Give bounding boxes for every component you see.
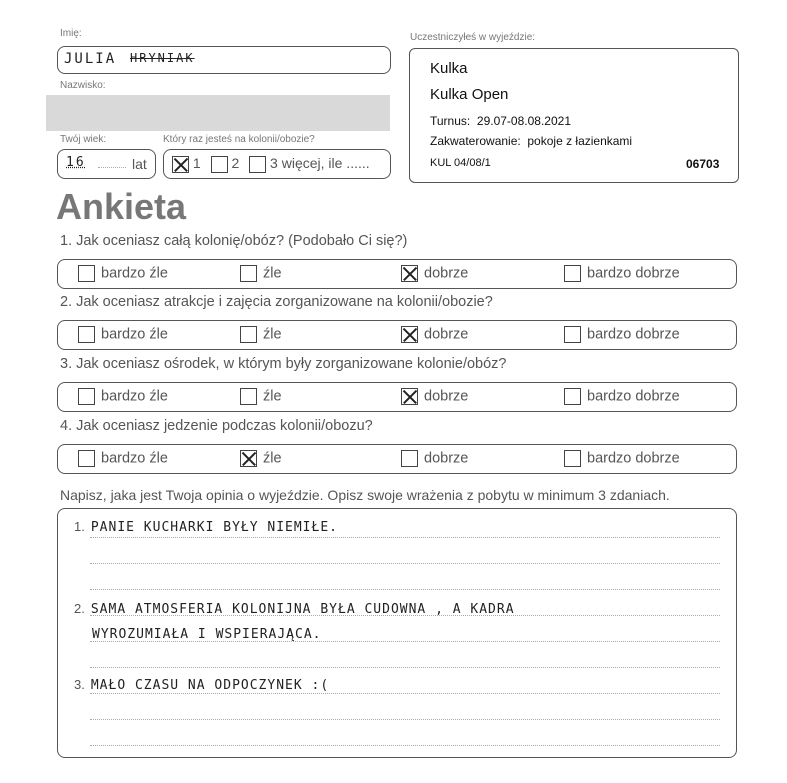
question-2-option-2[interactable] <box>240 326 282 343</box>
rating-checkbox[interactable] <box>240 265 257 282</box>
question-3-text: 3. Jak oceniasz ośrodek, w którym były zorganizowane kolonie/obóz? <box>60 356 507 372</box>
answer-3: 3. MAŁO CZASU NA ODPOCZYNEK :( <box>74 677 330 693</box>
rating-checkbox[interactable] <box>401 265 418 282</box>
question-3-option-3[interactable] <box>401 388 468 405</box>
rating-checkbox[interactable] <box>564 388 581 405</box>
rating-checkbox[interactable] <box>240 388 257 405</box>
question-4-option-1[interactable] <box>78 450 168 467</box>
wiek-label: Twój wiek: <box>60 134 107 145</box>
rating-label: źle <box>263 326 282 343</box>
imie-value: JULIA <box>64 51 117 67</box>
trip-box <box>409 48 739 183</box>
rating-label: bardzo źle <box>101 265 168 282</box>
opinion-prompt: Napisz, jaka jest Twoja opinia o wyjeździe. Opisz swoje wrażenia z pobytu w minimum 3 zdaniach. <box>60 487 670 503</box>
question-4-text: 4. Jak oceniasz jedzenie podczas kolonii/obozu? <box>60 418 373 434</box>
rating-label: dobrze <box>424 388 469 405</box>
ktory-raz-1-label: 1 <box>192 155 201 171</box>
line-dots <box>90 693 720 694</box>
question-1-option-4[interactable] <box>564 265 680 282</box>
imie-label: Imię: <box>60 28 82 39</box>
rating-label: bardzo dobrze <box>587 326 680 343</box>
opinion-box[interactable] <box>57 508 737 758</box>
question-2-option-4[interactable] <box>564 326 680 343</box>
rating-label: bardzo źle <box>101 326 168 343</box>
rating-label: źle <box>263 265 282 282</box>
rating-checkbox[interactable] <box>78 265 95 282</box>
question-1-options <box>57 259 737 289</box>
question-2-text: 2. Jak oceniasz atrakcje i zajęcia zorganizowane na kolonii/obozie? <box>60 294 493 310</box>
rating-checkbox[interactable] <box>240 450 257 467</box>
trip-code: KUL 04/08/1 <box>430 157 491 169</box>
ktory-raz-3-checkbox[interactable] <box>249 156 266 173</box>
rating-checkbox[interactable] <box>78 450 95 467</box>
answer-1: 1. PANIE KUCHARKI BYŁY NIEMIŁE. <box>74 519 338 535</box>
wiek-unit: lat <box>132 156 147 172</box>
rating-label: bardzo dobrze <box>587 450 680 467</box>
ktory-raz-label: Który raz jesteś na kolonii/obozie? <box>163 134 315 145</box>
rating-label: bardzo źle <box>101 450 168 467</box>
question-4-option-2[interactable] <box>240 450 282 467</box>
question-2-option-1[interactable] <box>78 326 168 343</box>
question-4-options <box>57 444 737 474</box>
ktory-raz-2-checkbox[interactable] <box>211 156 228 173</box>
rating-label: źle <box>263 450 282 467</box>
ktory-raz-3-label: 3 więcej, ile ...... <box>270 155 370 171</box>
ktory-raz-2-label: 2 <box>231 155 240 171</box>
rating-checkbox[interactable] <box>564 265 581 282</box>
wiek-value: 16 <box>66 155 86 170</box>
question-1-text: 1. Jak oceniasz całą kolonię/obóz? (Podobało Ci się?) <box>60 233 408 249</box>
rating-label: bardzo dobrze <box>587 265 680 282</box>
rating-label: dobrze <box>424 326 469 343</box>
rating-label: bardzo źle <box>101 388 168 405</box>
rating-checkbox[interactable] <box>401 388 418 405</box>
line-dots <box>90 589 720 590</box>
rating-label: źle <box>263 388 282 405</box>
trip-number: 06703 <box>686 157 720 171</box>
trip-name-1: Kulka <box>430 60 468 77</box>
answer-2: 2. SAMA ATMOSFERIA KOLONIJNA BYŁA CUDOWNA , A KADRA <box>74 601 515 617</box>
page-title: Ankieta <box>56 186 187 227</box>
rating-label: dobrze <box>424 450 469 467</box>
question-1-option-1[interactable] <box>78 265 168 282</box>
rating-label: dobrze <box>424 265 469 282</box>
line-dots <box>90 719 720 720</box>
trip-turnus: Turnus: 29.07-08.08.2021 <box>430 114 571 128</box>
imie-struck-value: HRYNIAK <box>130 51 195 65</box>
line-dots <box>90 563 720 564</box>
question-3-options <box>57 382 737 412</box>
question-3-option-2[interactable] <box>240 388 282 405</box>
question-1-option-3[interactable] <box>401 265 468 282</box>
rating-checkbox[interactable] <box>78 388 95 405</box>
wiek-field[interactable] <box>57 149 156 179</box>
line-dots <box>90 537 720 538</box>
imie-field[interactable] <box>57 46 391 74</box>
rating-checkbox[interactable] <box>401 326 418 343</box>
trip-zakwaterowanie: Zakwaterowanie: pokoje z łazienkami <box>430 134 633 148</box>
rating-checkbox[interactable] <box>78 326 95 343</box>
rating-checkbox[interactable] <box>564 326 581 343</box>
line-dots <box>90 667 720 668</box>
nazwisko-label: Nazwisko: <box>60 80 106 91</box>
nazwisko-redaction <box>46 95 390 131</box>
question-1-option-2[interactable] <box>240 265 282 282</box>
rating-label: bardzo dobrze <box>587 388 680 405</box>
question-4-option-3[interactable] <box>401 450 468 467</box>
question-2-option-3[interactable] <box>401 326 468 343</box>
rating-checkbox[interactable] <box>401 450 418 467</box>
rating-checkbox[interactable] <box>564 450 581 467</box>
question-2-options <box>57 320 737 350</box>
question-3-option-1[interactable] <box>78 388 168 405</box>
ktory-raz-field <box>163 149 391 179</box>
question-3-option-4[interactable] <box>564 388 680 405</box>
question-4-option-4[interactable] <box>564 450 680 467</box>
line-dots <box>90 745 720 746</box>
ktory-raz-1-checkbox[interactable] <box>172 156 189 173</box>
trip-label: Uczestniczyłeś w wyjeździe: <box>410 32 536 43</box>
rating-checkbox[interactable] <box>240 326 257 343</box>
answer-2-line-2: WYROZUMIAŁA I WSPIERAJĄCA. <box>92 627 322 642</box>
trip-name-2: Kulka Open <box>430 86 509 103</box>
